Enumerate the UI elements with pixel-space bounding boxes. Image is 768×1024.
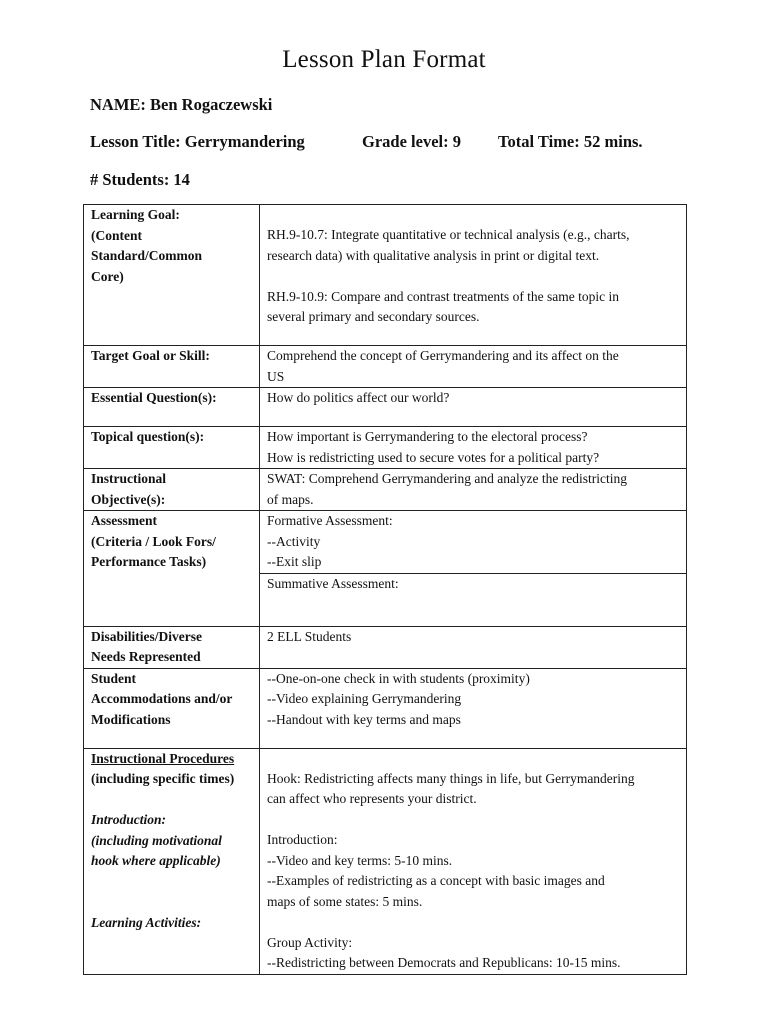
- group-activity-text: Group Activity:: [267, 934, 353, 950]
- content-instructional-procedures: [260, 748, 687, 974]
- label-line: Modifications: [91, 711, 171, 727]
- standard-text: several primary and secondary sources.: [267, 309, 480, 324]
- label-line: (including specific times): [91, 771, 235, 786]
- grade-level: Grade level: 9: [362, 132, 461, 151]
- label-assessment: [84, 511, 260, 627]
- label-line: Needs Represented: [91, 649, 201, 664]
- content-learning-goal: [260, 205, 687, 346]
- introduction-label: Introduction:: [91, 812, 167, 827]
- content-line: Comprehend the concept of Gerrymandering and its affect on the: [267, 348, 619, 363]
- label-line: (Content: [91, 227, 142, 243]
- label-line: Instructional: [91, 471, 167, 486]
- introduction-label: (including motivational: [91, 832, 222, 848]
- label-line: Student: [91, 670, 137, 686]
- label-disabilities: [84, 626, 260, 668]
- hook-text: Hook: Redistricting affects many things in life, but Gerrymandering: [267, 770, 635, 786]
- content-target-goal: [260, 346, 687, 388]
- content-line: --Exit slip: [267, 554, 322, 569]
- group-activity-text: --Redistricting between Democrats and Republicans: 10-15 mins.: [267, 955, 621, 970]
- row-disabilities: [84, 626, 687, 668]
- row-essential-question: [84, 388, 687, 427]
- lesson-plan-table: [83, 204, 687, 975]
- row-assessment-formative: [84, 511, 687, 574]
- label-target-goal: Target Goal or Skill:: [84, 346, 260, 388]
- label-line: Objective(s):: [91, 491, 166, 507]
- content-line: Formative Assessment:: [267, 513, 393, 528]
- content-line: US: [267, 368, 285, 384]
- introduction-label: hook where applicable): [91, 853, 221, 868]
- total-time: Total Time: 52 mins.: [498, 132, 643, 151]
- teacher-name: NAME: Ben Rogaczewski: [90, 95, 273, 114]
- document-title: Lesson Plan Format: [282, 46, 486, 73]
- introduction-text: maps of some states: 5 mins.: [267, 893, 423, 909]
- content-line: --Handout with key terms and maps: [267, 711, 461, 727]
- content-accommodations: [260, 668, 687, 748]
- label-line: Core): [91, 268, 124, 284]
- content-topical-question: [260, 427, 687, 469]
- label-line: (Criteria / Look Fors/: [91, 533, 216, 549]
- content-line: of maps.: [267, 491, 314, 507]
- content-line: SWAT: Comprehend Gerrymandering and analyze the redistricting: [267, 471, 627, 486]
- content-formative-assessment: [260, 511, 687, 574]
- content-summative-assessment: Summative Assessment:: [260, 573, 687, 626]
- label-line: Standard/Common: [91, 248, 203, 263]
- row-learning-goal: [84, 205, 687, 346]
- label-topical-question: Topical question(s):: [84, 427, 260, 469]
- introduction-text: --Video and key terms: 5-10 mins.: [267, 852, 453, 868]
- label-accommodations: [84, 668, 260, 748]
- label-line: Disabilities/Diverse: [91, 628, 202, 644]
- introduction-text: --Examples of redistricting as a concept with basic images and: [267, 873, 605, 888]
- row-target-goal: [84, 346, 687, 388]
- standard-text: RH.9-10.9: Compare and contrast treatments of the same topic in: [267, 288, 620, 304]
- label-essential-question: Essential Question(s):: [84, 388, 260, 427]
- introduction-text: Introduction:: [267, 832, 338, 847]
- label-line: Learning Goal:: [91, 207, 180, 222]
- lesson-title: Lesson Title: Gerrymandering: [90, 132, 305, 151]
- label-instructional-procedures: [84, 748, 260, 974]
- learning-activities-label: Learning Activities:: [91, 914, 202, 930]
- row-instructional-procedures: [84, 748, 687, 974]
- label-line: Assessment: [91, 513, 157, 528]
- row-topical-question: [84, 427, 687, 469]
- content-line: --Video explaining Gerrymandering: [267, 691, 462, 706]
- standard-text: research data) with qualitative analysis in print or digital text.: [267, 247, 600, 263]
- label-line: Instructional Procedures: [91, 750, 235, 766]
- content-line: --Activity: [267, 533, 321, 549]
- row-accommodations: [84, 668, 687, 748]
- hook-text: can affect who represents your district.: [267, 791, 477, 806]
- content-essential-question: How do politics affect our world?: [260, 388, 687, 427]
- label-line: Accommodations and/or: [91, 691, 233, 706]
- content-disabilities: 2 ELL Students: [260, 626, 687, 668]
- content-line: --One-on-one check in with students (proximity): [267, 670, 530, 686]
- standard-text: RH.9-10.7: Integrate quantitative or technical analysis (e.g., charts,: [267, 227, 630, 242]
- content-line: How important is Gerrymandering to the electoral process?: [267, 429, 588, 444]
- row-instructional-objective: [84, 469, 687, 511]
- label-line: Performance Tasks): [91, 554, 207, 569]
- content-line: How is redistricting used to secure votes for a political party?: [267, 449, 600, 465]
- label-learning-goal: [84, 205, 260, 346]
- label-instructional-objective: [84, 469, 260, 511]
- content-instructional-objective: [260, 469, 687, 511]
- student-count: # Students: 14: [90, 170, 190, 189]
